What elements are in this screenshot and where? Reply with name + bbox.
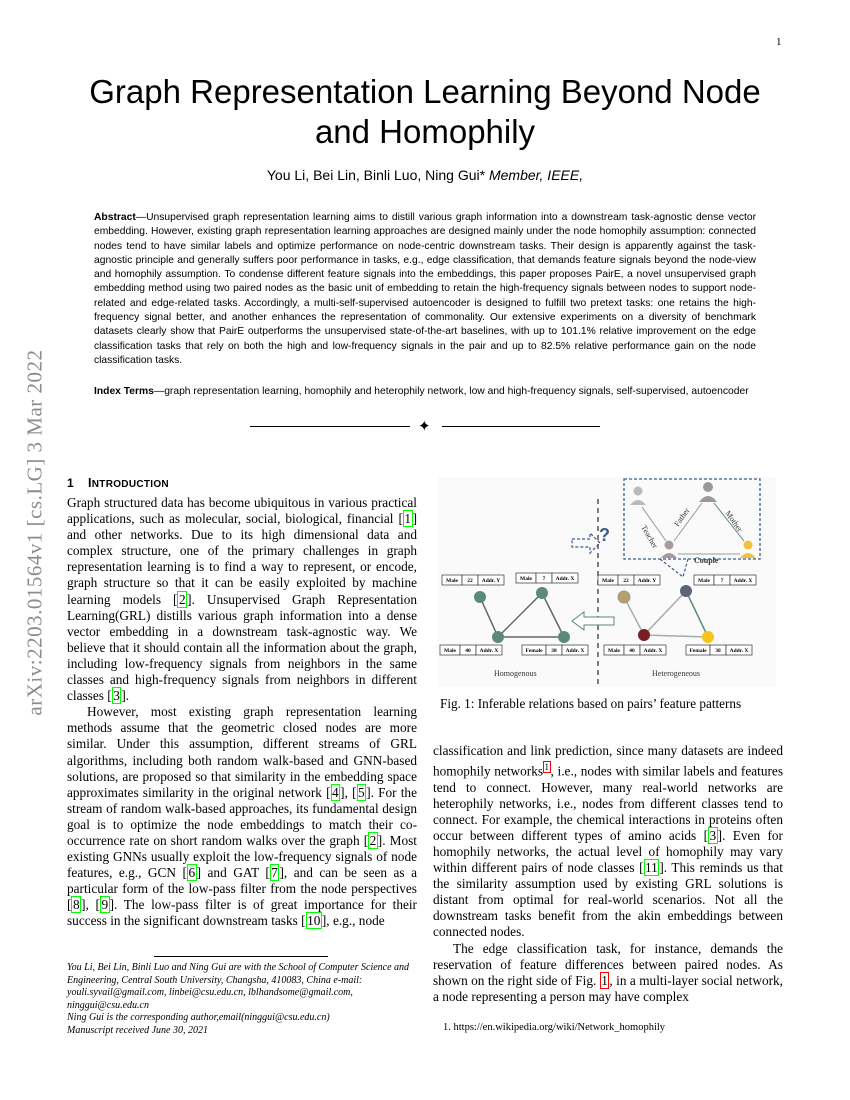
arxiv-stamp: arXiv:2203.01564v1 [cs.LG] 3 Mar 2022 bbox=[22, 349, 47, 716]
corresponding-author-note: Ning Gui is the corresponding author,email(ninggui@csu.edu.cn) bbox=[67, 1012, 330, 1024]
manuscript-date-note: Manuscript received June 30, 2021 bbox=[67, 1024, 208, 1036]
graph-node bbox=[618, 591, 630, 603]
figure-caption: Fig. 1: Inferable relations based on pairs’ feature patterns bbox=[440, 696, 742, 711]
feature-box bbox=[522, 645, 588, 655]
abstract bbox=[94, 211, 756, 368]
feature-value: 7 bbox=[720, 578, 724, 584]
feature-box bbox=[694, 575, 756, 585]
author-names: You Li, Bei Lin, Binli Luo, Ning Gui* bbox=[266, 167, 486, 183]
author-affiliation: Member, IEEE, bbox=[488, 167, 584, 183]
paragraph: Graph structured data has become ubiquitous in various practical applications, such as molecular, social, biological, financial [ 1 ] and other networks. Due to its high dimensional data and complex structure, one of the primary challenges in graph representation learning is to find a way to represent, or encode, graph structure so that it can be easily exploited by machine learning models [ 2 ]. Unsupervised Graph Representation Learning(GRL) distills various graph information into a dense vector embedding in a downstream task-agnostic way. We believe that it should contain all the information about the graph, including low-frequency signals from neighbors in the same classes and high-frequency signals from neighbors in different classes [ 3 ]. bbox=[67, 495, 417, 704]
citation-link[interactable]: 2 bbox=[369, 832, 377, 848]
footnote-rule bbox=[154, 956, 328, 957]
citation-link[interactable]: 3 bbox=[113, 688, 120, 704]
feature-box bbox=[598, 575, 660, 585]
text-run: and GAT bbox=[201, 865, 266, 881]
citation-link[interactable]: 7 bbox=[271, 865, 278, 881]
abstract-label: Abstract bbox=[94, 212, 136, 223]
citation-link[interactable]: 4 bbox=[332, 784, 339, 800]
graph-node bbox=[492, 631, 504, 643]
relation-label: Father bbox=[672, 506, 692, 529]
feature-value: 40 bbox=[629, 648, 635, 654]
feature-value: Male bbox=[520, 576, 532, 582]
graph-node bbox=[474, 591, 486, 603]
feature-box bbox=[442, 575, 504, 585]
graph-node bbox=[680, 585, 692, 597]
citation-link[interactable]: 11 bbox=[645, 860, 658, 876]
text-run: , bbox=[344, 784, 353, 800]
feature-value: Male bbox=[698, 578, 710, 584]
dashed-arrow-icon bbox=[572, 533, 600, 553]
relation-label: Teacher bbox=[639, 523, 660, 550]
citation-link[interactable]: 1 bbox=[404, 511, 412, 527]
text-run: . For the stream of random walk-based approaches, its fundamental design goal is to optimize the node embeddings to match their co-occurrence rate on short random walks over the graph bbox=[67, 784, 417, 848]
feature-value: 38 bbox=[715, 648, 721, 654]
feature-value: Male bbox=[446, 578, 458, 584]
relation-box bbox=[624, 479, 760, 559]
right-column bbox=[433, 743, 783, 1005]
feature-value: Addr. X bbox=[643, 648, 663, 654]
feature-value: Addr. X bbox=[733, 578, 753, 584]
citation-link[interactable]: 10 bbox=[307, 913, 321, 929]
feature-value: Male bbox=[444, 648, 456, 654]
section-separator bbox=[250, 417, 600, 435]
feature-box bbox=[686, 645, 752, 655]
separator-rule-right bbox=[442, 426, 600, 427]
citation-link[interactable]: 8 bbox=[72, 897, 80, 913]
hetero-edges bbox=[624, 591, 708, 637]
page-number: 1 bbox=[776, 36, 782, 48]
paper-title: Graph Representation Learning Beyond Node and Homophily bbox=[89, 73, 761, 150]
section-title-rest: NTRODUCTION bbox=[91, 479, 169, 490]
relation-label: Couple bbox=[694, 556, 719, 565]
question-mark: ? bbox=[599, 525, 610, 545]
index-terms bbox=[94, 385, 756, 399]
feature-value: 38 bbox=[551, 648, 557, 654]
feature-value: 22 bbox=[623, 578, 629, 584]
graph-node bbox=[638, 629, 650, 641]
feature-box bbox=[440, 645, 502, 655]
citation-link[interactable]: 5 bbox=[358, 784, 365, 800]
feature-value: Addr. X bbox=[555, 576, 575, 582]
feature-value: Male bbox=[608, 648, 620, 654]
feature-value: 7 bbox=[542, 576, 546, 582]
authors bbox=[60, 167, 790, 183]
text-run: Graph structured data has become ubiquitous in various practical applications, such as molecular, social, biological, financial bbox=[67, 495, 417, 527]
feature-value: Addr. Y bbox=[481, 578, 501, 584]
feature-value: Female bbox=[525, 648, 543, 654]
section-title-initial: I bbox=[87, 476, 92, 490]
text-run: , e.g., node bbox=[326, 913, 385, 929]
index-terms-text: —graph representation learning, homophily and heterophily network, low and high-frequency signals, self-supervised, autoencoder bbox=[153, 386, 749, 397]
homogenous-label: Homogenous bbox=[494, 669, 537, 678]
separator-rule-left bbox=[250, 426, 410, 427]
feature-box bbox=[516, 573, 578, 583]
text-run: However, most existing graph representation learning methods assume that the geometric closed nodes are more similar. Under this assumption, different streams of GRL algorithms, including both random walk-based and GNN-based solutions, are proposed so that similarity in the embedding space approximates similarity in the original network bbox=[67, 704, 417, 800]
feature-value: Female bbox=[689, 648, 707, 654]
figure-graphic bbox=[438, 477, 776, 687]
citation-link[interactable]: 9 bbox=[101, 897, 109, 913]
figure-1 bbox=[438, 477, 776, 687]
paragraph: classification and link prediction, since many datasets are indeed homophily networks $^1$ , i.e., nodes with similar labels and features tend to connect. However, many real-world networks are heterophily networks, i.e., nodes from different classes tend to connect. For example, the chemical interactions in proteins often occur between different types of amino acids [ 3 ]. Even for homophily networks, the actual level of homophily may vary within different pairs of node classes [ 11 ]. This reminds us that the similarity assumption used by existing GRL solutions is distant from optimal for real-world scenarios. Not all the downstream tasks benefit from the akin embeddings between connected nodes. bbox=[433, 743, 783, 940]
graph-node bbox=[702, 631, 714, 643]
text-run: . This reminds us that the similarity assumption used by existing GRL solutions is distant from optimal for real-world scenarios. Not all the downstream tasks benefit from the akin embeddings between connected nodes. bbox=[433, 860, 783, 940]
graph-node bbox=[536, 587, 548, 599]
text-run: classification and link prediction, since many datasets are indeed homophily networks bbox=[433, 743, 783, 779]
feature-value: Addr. X bbox=[565, 648, 585, 654]
feature-value: Addr. X bbox=[729, 648, 749, 654]
footnote-link[interactable]: 1 bbox=[544, 762, 550, 773]
text-run: . Unsupervised Graph Representation Learning(GRL) distills various graph information into a dense vector embedding in a downstream task-agnostic way. We believe that it should contain all the information about the graph, including low-frequency signals from neighbors in the same classes and high-frequency signals from neighbors in different classes bbox=[67, 591, 417, 704]
text-run: , in a multi-layer social network, a node representing a person may have complex bbox=[433, 972, 783, 1004]
feature-value: Male bbox=[602, 578, 614, 584]
citation-link[interactable]: 3 bbox=[709, 827, 717, 843]
person-icon bbox=[740, 541, 756, 559]
text-run: , bbox=[85, 897, 96, 913]
graph-node bbox=[558, 631, 570, 643]
relation-label: Mother bbox=[723, 508, 745, 534]
paragraph bbox=[433, 941, 783, 1005]
text-run: . bbox=[125, 688, 130, 704]
citation-link[interactable]: 2 bbox=[178, 591, 186, 607]
feature-value: Addr. X bbox=[479, 648, 499, 654]
figure-link[interactable]: 1 bbox=[601, 972, 608, 988]
text-run: . Most existing GNNs usually exploit the low-frequency signals of node features, e.g., GCN bbox=[67, 832, 417, 881]
diamond-icon: ✦ bbox=[418, 417, 431, 435]
text-run: , i.e., nodes with similar labels and features tend to connect. However, many real-world networks are heterophily networks, i.e., nodes from different classes tend to connect. For example, the chemical interactions in proteins often occur between different types of amino acids bbox=[433, 763, 783, 843]
abstract-text: —Unsupervised graph representation learning aims to distill various graph information into a downstream task-agnostic dense vector embedding. However, existing graph representation learning approaches are designed mainly under the node homophily assumption: connected nodes tend to have similar labels and optimize performance on node-centric downstream tasks. Their design is apparently against the task-agnostic principle and generally suffers poor performance in tasks, e.g., edge classification, that demands feature signals beyond the node-view and homophily assumption. To condense different feature signals into the embeddings, this paper proposes PairE, a novel unsupervised graph embedding method using two paired nodes as the basic unit of embedding to retain the high-frequency signals between nodes to support node-related and edge-related tasks. Accordingly, a multi-self-supervised autoencoder is designed to fulfill two pretext tasks: one retains the high-frequency signal better, and another enhances the representation of commonality. Our extensive experiments on a diversity of benchmark datasets clearly show that PairE outperforms the unsupervised state-of-the-art baselines, with up to 101.1% relative improvement on the edge classification tasks that rely on both the high and low-frequency signals in the pair and up to 82.5% relative performance gain on the node classification tasks. bbox=[94, 212, 756, 366]
hollow-arrow-icon bbox=[572, 612, 614, 630]
citation-link[interactable]: 6 bbox=[188, 865, 196, 881]
text-run: The edge classification task, for instance, demands the reservation of feature differences between paired nodes. As shown on the right side of Fig. bbox=[433, 940, 783, 988]
feature-box bbox=[604, 645, 666, 655]
heterogeneous-label: Heterogeneous bbox=[652, 669, 700, 678]
feature-value: 22 bbox=[467, 578, 473, 584]
section-heading bbox=[67, 476, 169, 490]
person-icon bbox=[630, 487, 646, 506]
homo-edges bbox=[480, 593, 564, 637]
paragraph: However, most existing graph representation learning methods assume that the geometric closed nodes are more similar. Under this assumption, different streams of GRL algorithms, including both random walk-based and GNN-based solutions, are proposed so that similarity in the embedding space approximates similarity in the original network [ 4 ], [ 5 ]. For the stream of random walk-based approaches, its fundamental design goal is to optimize the node embeddings to match their co-occurrence rate on short random walks over the graph [ 2 ]. Most existing GNNs usually exploit the low-frequency signals of node features, e.g., GCN [ 6 ] and GAT [ 7 ], and can be seen as a particular form of the low-pass filter from the node perspectives [ 8 ], [ 9 ]. The low-pass filter is of great importance for their success in the significant downstream tasks [ 10 ], e.g., node bbox=[67, 704, 417, 929]
callout-pointer bbox=[660, 559, 688, 577]
index-terms-label: Index Terms bbox=[94, 386, 154, 397]
text-run: . Even for homophily networks, the actual level of homophily may vary within different pairs of node classes bbox=[433, 827, 783, 876]
feature-value: 40 bbox=[465, 648, 471, 654]
text-run: , and can be seen as a particular form of the low-pass filter from the node perspectives bbox=[67, 865, 417, 897]
affiliation-note: You Li, Bei Lin, Binli Luo and Ning Gui are with the School of Computer Science and Engineering, Central South University, Changsha, 410083, China e-mail: youli.syvail@gmail.com, linbei@csu.edu.cn, lblhandsome@gmail.com, ninggui@csu.edu.cn bbox=[67, 962, 410, 1011]
author-footnote bbox=[67, 962, 417, 1038]
feature-value: Addr. Y bbox=[637, 578, 657, 584]
text-run: and other networks. Due to its high dimensional data and complex structure, one of the primary challenges in graph representation learning is to find a way to represent, or encode, graph structure so that it can be easily exploited by machine learning models bbox=[67, 527, 417, 607]
person-icon bbox=[699, 482, 717, 502]
section-number: 1 bbox=[67, 476, 74, 490]
person-icon bbox=[661, 541, 677, 559]
left-column bbox=[67, 495, 417, 930]
url-footnote: 1. https://en.wikipedia.org/wiki/Network_homophily bbox=[443, 1022, 666, 1033]
text-run: . The low-pass filter is of great importance for their success in the significant downstream tasks bbox=[67, 897, 417, 929]
